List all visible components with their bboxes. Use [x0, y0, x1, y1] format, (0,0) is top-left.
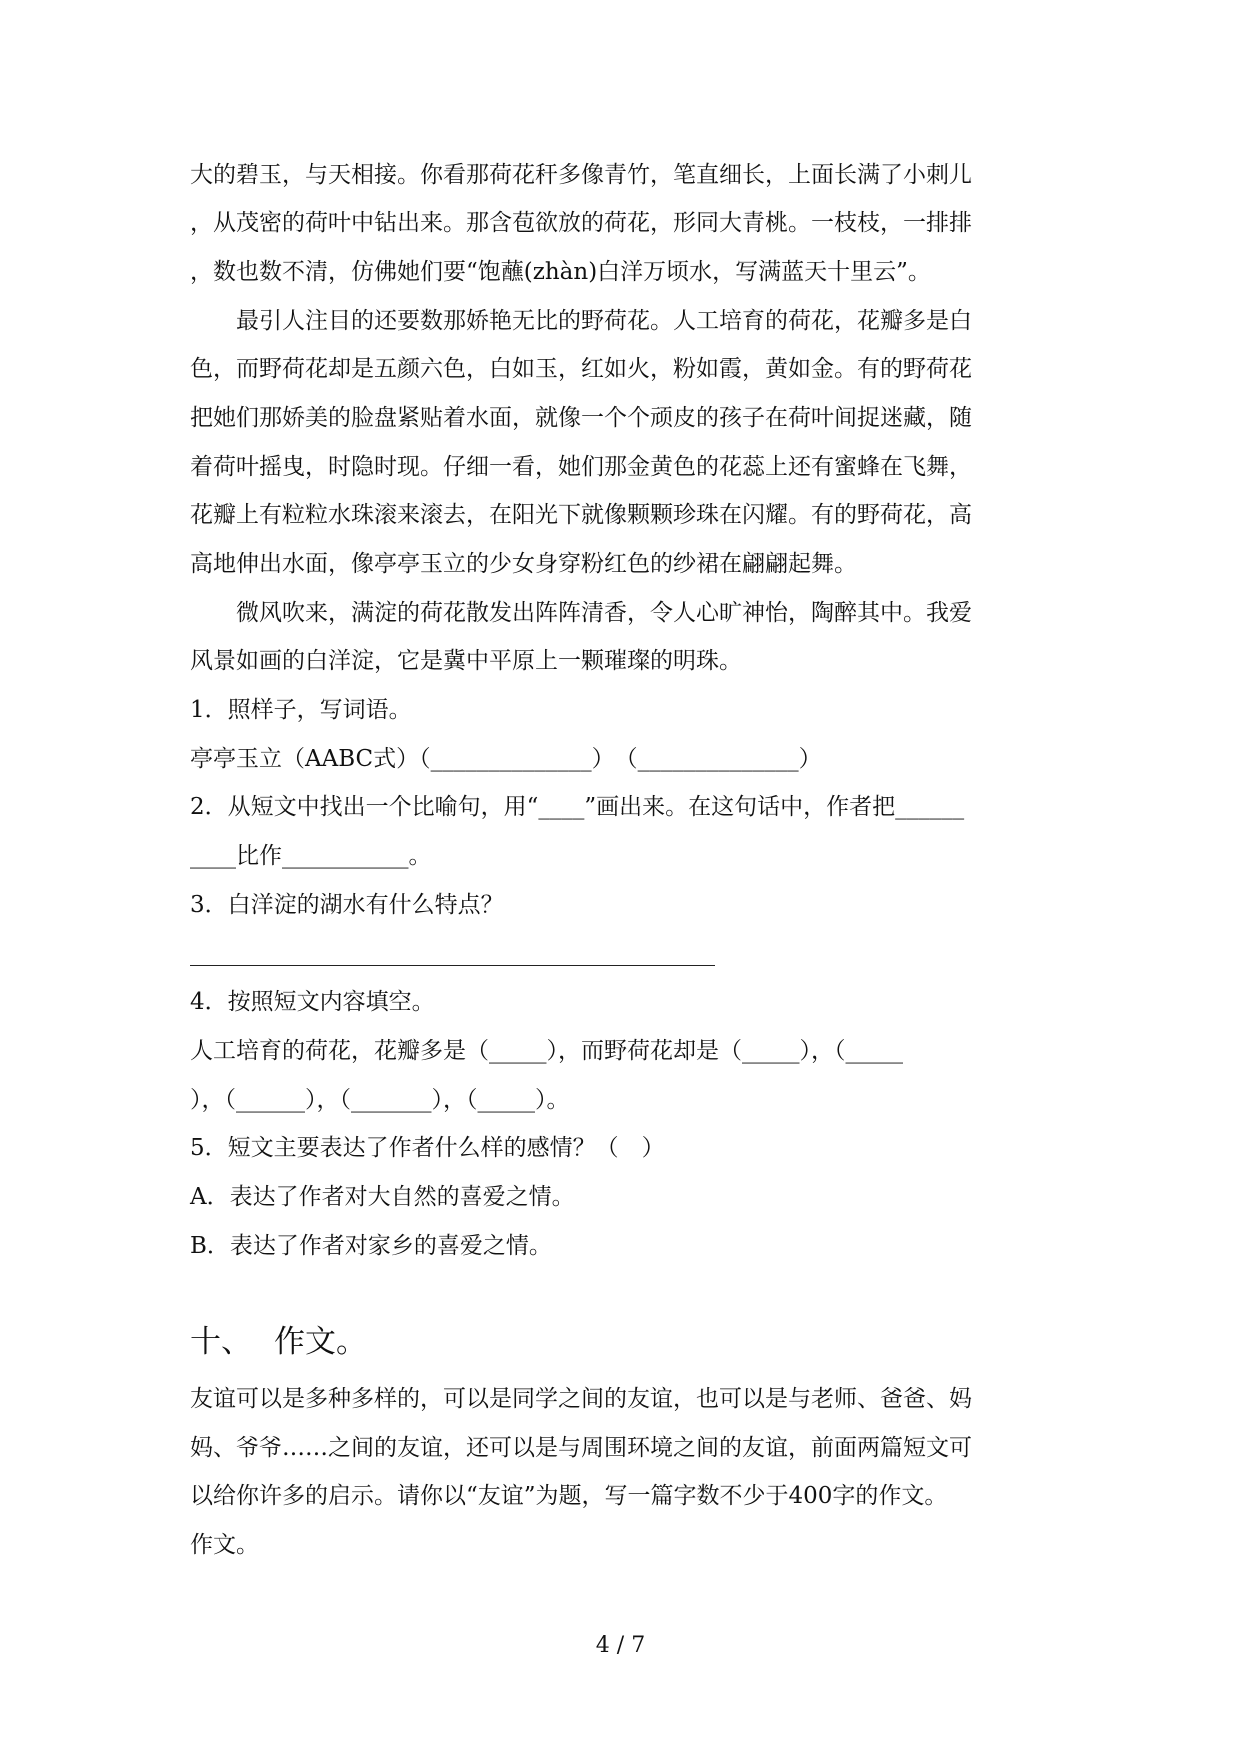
- passage-line: 色，而野荷花却是五颜六色，白如玉，红如火，粉如霞，黄如金。有的野荷花: [190, 356, 972, 382]
- question-5: 5．短文主要表达了作者什么样的感情？（ ）: [190, 1135, 665, 1161]
- question-4-blanks-continued: ），（______），（_______），（_____）。: [190, 1087, 570, 1113]
- essay-prompt-line: 妈、爷爷……之间的友谊，还可以是与周围环境之间的友谊，前面两篇短文可: [190, 1435, 972, 1461]
- question-5-option-b: B．表达了作者对家乡的喜爱之情。: [190, 1233, 552, 1259]
- question-2-continued: ____比作___________。: [190, 843, 432, 869]
- passage-line: ，数也数不清，仿佛她们要“饱蘸(zhàn)白洋万顷水，写满蓝天十里云”。: [190, 259, 931, 285]
- question-4: 4．按照短文内容填空。: [190, 989, 435, 1015]
- section-number: 十、: [190, 1324, 252, 1360]
- passage-line: 风景如画的白洋淀，它是冀中平原上一颗璀璨的明珠。: [190, 648, 742, 674]
- passage-line: 着荷叶摇曳，时隐时现。仔细一看，她们那金黄色的花蕊上还有蜜蜂在飞舞，: [190, 454, 972, 480]
- question-1: 1．照样子，写词语。: [190, 697, 412, 723]
- question-3-answer-line: [190, 965, 715, 966]
- passage-line: 微风吹来，满淀的荷花散发出阵阵清香，令人心旷神怡，陶醉其中。我爱: [236, 600, 972, 626]
- page-number: 4 / 7: [595, 1633, 646, 1658]
- section-heading: [190, 1322, 367, 1362]
- passage-line: 花瓣上有粒粒水珠滚来滚去，在阳光下就像颗颗珍珠在闪耀。有的野荷花，高: [190, 502, 972, 528]
- essay-prompt-line: 以给你许多的启示。请你以“友谊”为题，写一篇字数不少于400字的作文。: [190, 1483, 948, 1509]
- passage-line: 把她们那娇美的脸盘紧贴着水面，就像一个个顽皮的孩子在荷叶间捉迷藏，随: [190, 405, 972, 431]
- section-title: 作文。: [274, 1324, 367, 1360]
- question-2: 2．从短文中找出一个比喻句，用“____”画出来。在这句话中，作者把______: [190, 794, 965, 820]
- passage-line: 最引人注目的还要数那娇艳无比的野荷花。人工培育的荷花，花瓣多是白: [236, 308, 972, 334]
- passage-line: ，从茂密的荷叶中钻出来。那含苞欲放的荷花，形同大青桃。一枝枝，一排排: [190, 210, 972, 236]
- question-3: 3．白洋淀的湖水有什么特点？: [190, 892, 504, 918]
- passage-line: 大的碧玉，与天相接。你看那荷花秆多像青竹，笔直细长，上面长满了小刺儿: [190, 162, 972, 188]
- passage-line: 高地伸出水面，像亭亭玉立的少女身穿粉红色的纱裙在翩翩起舞。: [190, 551, 857, 577]
- essay-prompt-line: 友谊可以是多种多样的，可以是同学之间的友谊，也可以是与老师、爸爸、妈: [190, 1386, 972, 1412]
- question-5-option-a: A．表达了作者对大自然的喜爱之情。: [190, 1184, 575, 1210]
- question-1-answer-blanks: 亭亭玉立（AABC式）（______________） （______________）: [190, 746, 822, 772]
- question-4-blanks: 人工培育的荷花，花瓣多是（_____），而野荷花却是（_____），（_____: [190, 1038, 903, 1064]
- essay-label: 作文。: [190, 1532, 259, 1558]
